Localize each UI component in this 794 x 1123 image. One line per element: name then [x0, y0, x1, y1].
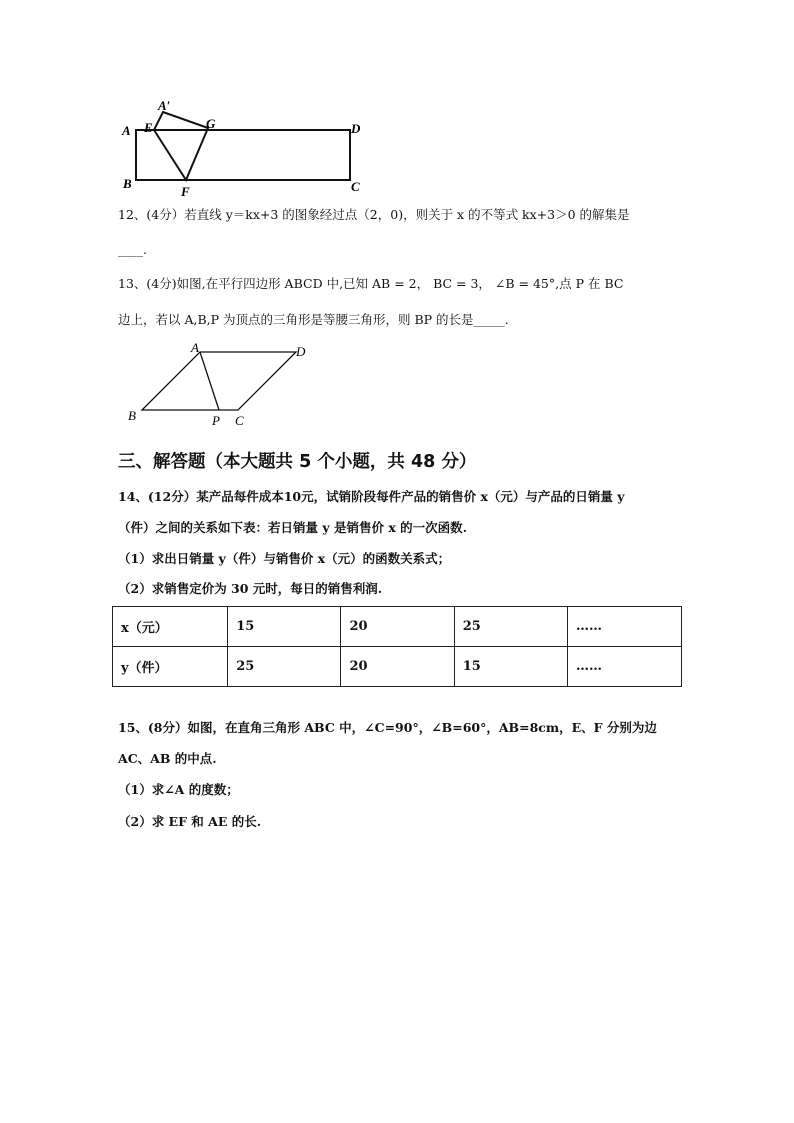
table-row: [113, 647, 682, 687]
label-c: C: [351, 179, 360, 194]
folded-triangle: [154, 112, 208, 180]
parallelogram-figure: [124, 340, 324, 430]
label-d: D: [296, 344, 306, 359]
label-a: A: [122, 123, 131, 138]
question-15-line1: 15、(8分）如图，在直角三角形 ABC 中，∠C=90°，∠B=60°，AB=8cm，E、F 分别为边: [118, 720, 657, 735]
price-sales-table: [112, 606, 682, 687]
label-p: P: [212, 413, 220, 428]
table-cell: x（元）: [113, 607, 228, 647]
table-row: [113, 607, 682, 647]
table-cell: ……: [567, 607, 681, 647]
label-a-prime: A′: [158, 98, 171, 113]
question-12-blank: ____.: [118, 242, 147, 257]
table-cell: 20: [341, 607, 454, 647]
label-b: B: [128, 408, 136, 423]
label-a: A: [191, 340, 199, 355]
question-15-part1: （1）求∠A 的度数；: [118, 782, 239, 797]
table-cell: 25: [454, 607, 567, 647]
table-cell: 15: [454, 647, 567, 687]
label-c: C: [235, 413, 244, 428]
table-cell: 20: [341, 647, 454, 687]
table-cell: 15: [228, 607, 341, 647]
segment-ap: [200, 352, 219, 410]
question-13-line2: 边上，若以 A,B,P 为顶点的三角形是等腰三角形，则 BP 的长是_____.: [118, 312, 509, 327]
section-3-heading: 三、解答题（本大题共 5 个小题，共 48 分）: [118, 452, 477, 472]
question-14-line1: 14、(12分）某产品每件成本10元，试销阶段每件产品的销售价 x（元）与产品的日销量 y: [118, 489, 625, 504]
question-12: 12、(4分）若直线 y＝kx+3 的图象经过点（2，0)，则关于 x 的不等式 kx+3＞0 的解集是: [118, 207, 630, 222]
question-13-line1: 13、(4分)如图,在平行四边形 ABCD 中,已知 AB = 2， BC = 3， ∠B = 45°,点 P 在 BC: [118, 276, 624, 291]
label-f: F: [181, 184, 190, 199]
rectangle-abcd: [136, 130, 350, 180]
fold-rectangle-figure: [118, 96, 368, 200]
label-d: D: [351, 121, 361, 136]
table-cell: y（件）: [113, 647, 228, 687]
question-14-part1: （1）求出日销量 y（件）与销售价 x（元）的函数关系式；: [118, 551, 451, 566]
question-15-part2: （2）求 EF 和 AE 的长.: [118, 814, 262, 829]
question-14-part2: （2）求销售定价为 30 元时，每日的销售利润.: [118, 581, 383, 596]
question-15-line2: AC、AB 的中点.: [118, 751, 217, 766]
parallelogram-abcd: [142, 352, 296, 410]
table-cell: 25: [228, 647, 341, 687]
question-14-line2: （件）之间的关系如下表：若日销量 y 是销售价 x 的一次函数.: [118, 520, 467, 535]
label-g: G: [206, 116, 216, 131]
label-e: E: [144, 120, 153, 135]
label-b: B: [123, 176, 132, 191]
table-cell: ……: [567, 647, 681, 687]
